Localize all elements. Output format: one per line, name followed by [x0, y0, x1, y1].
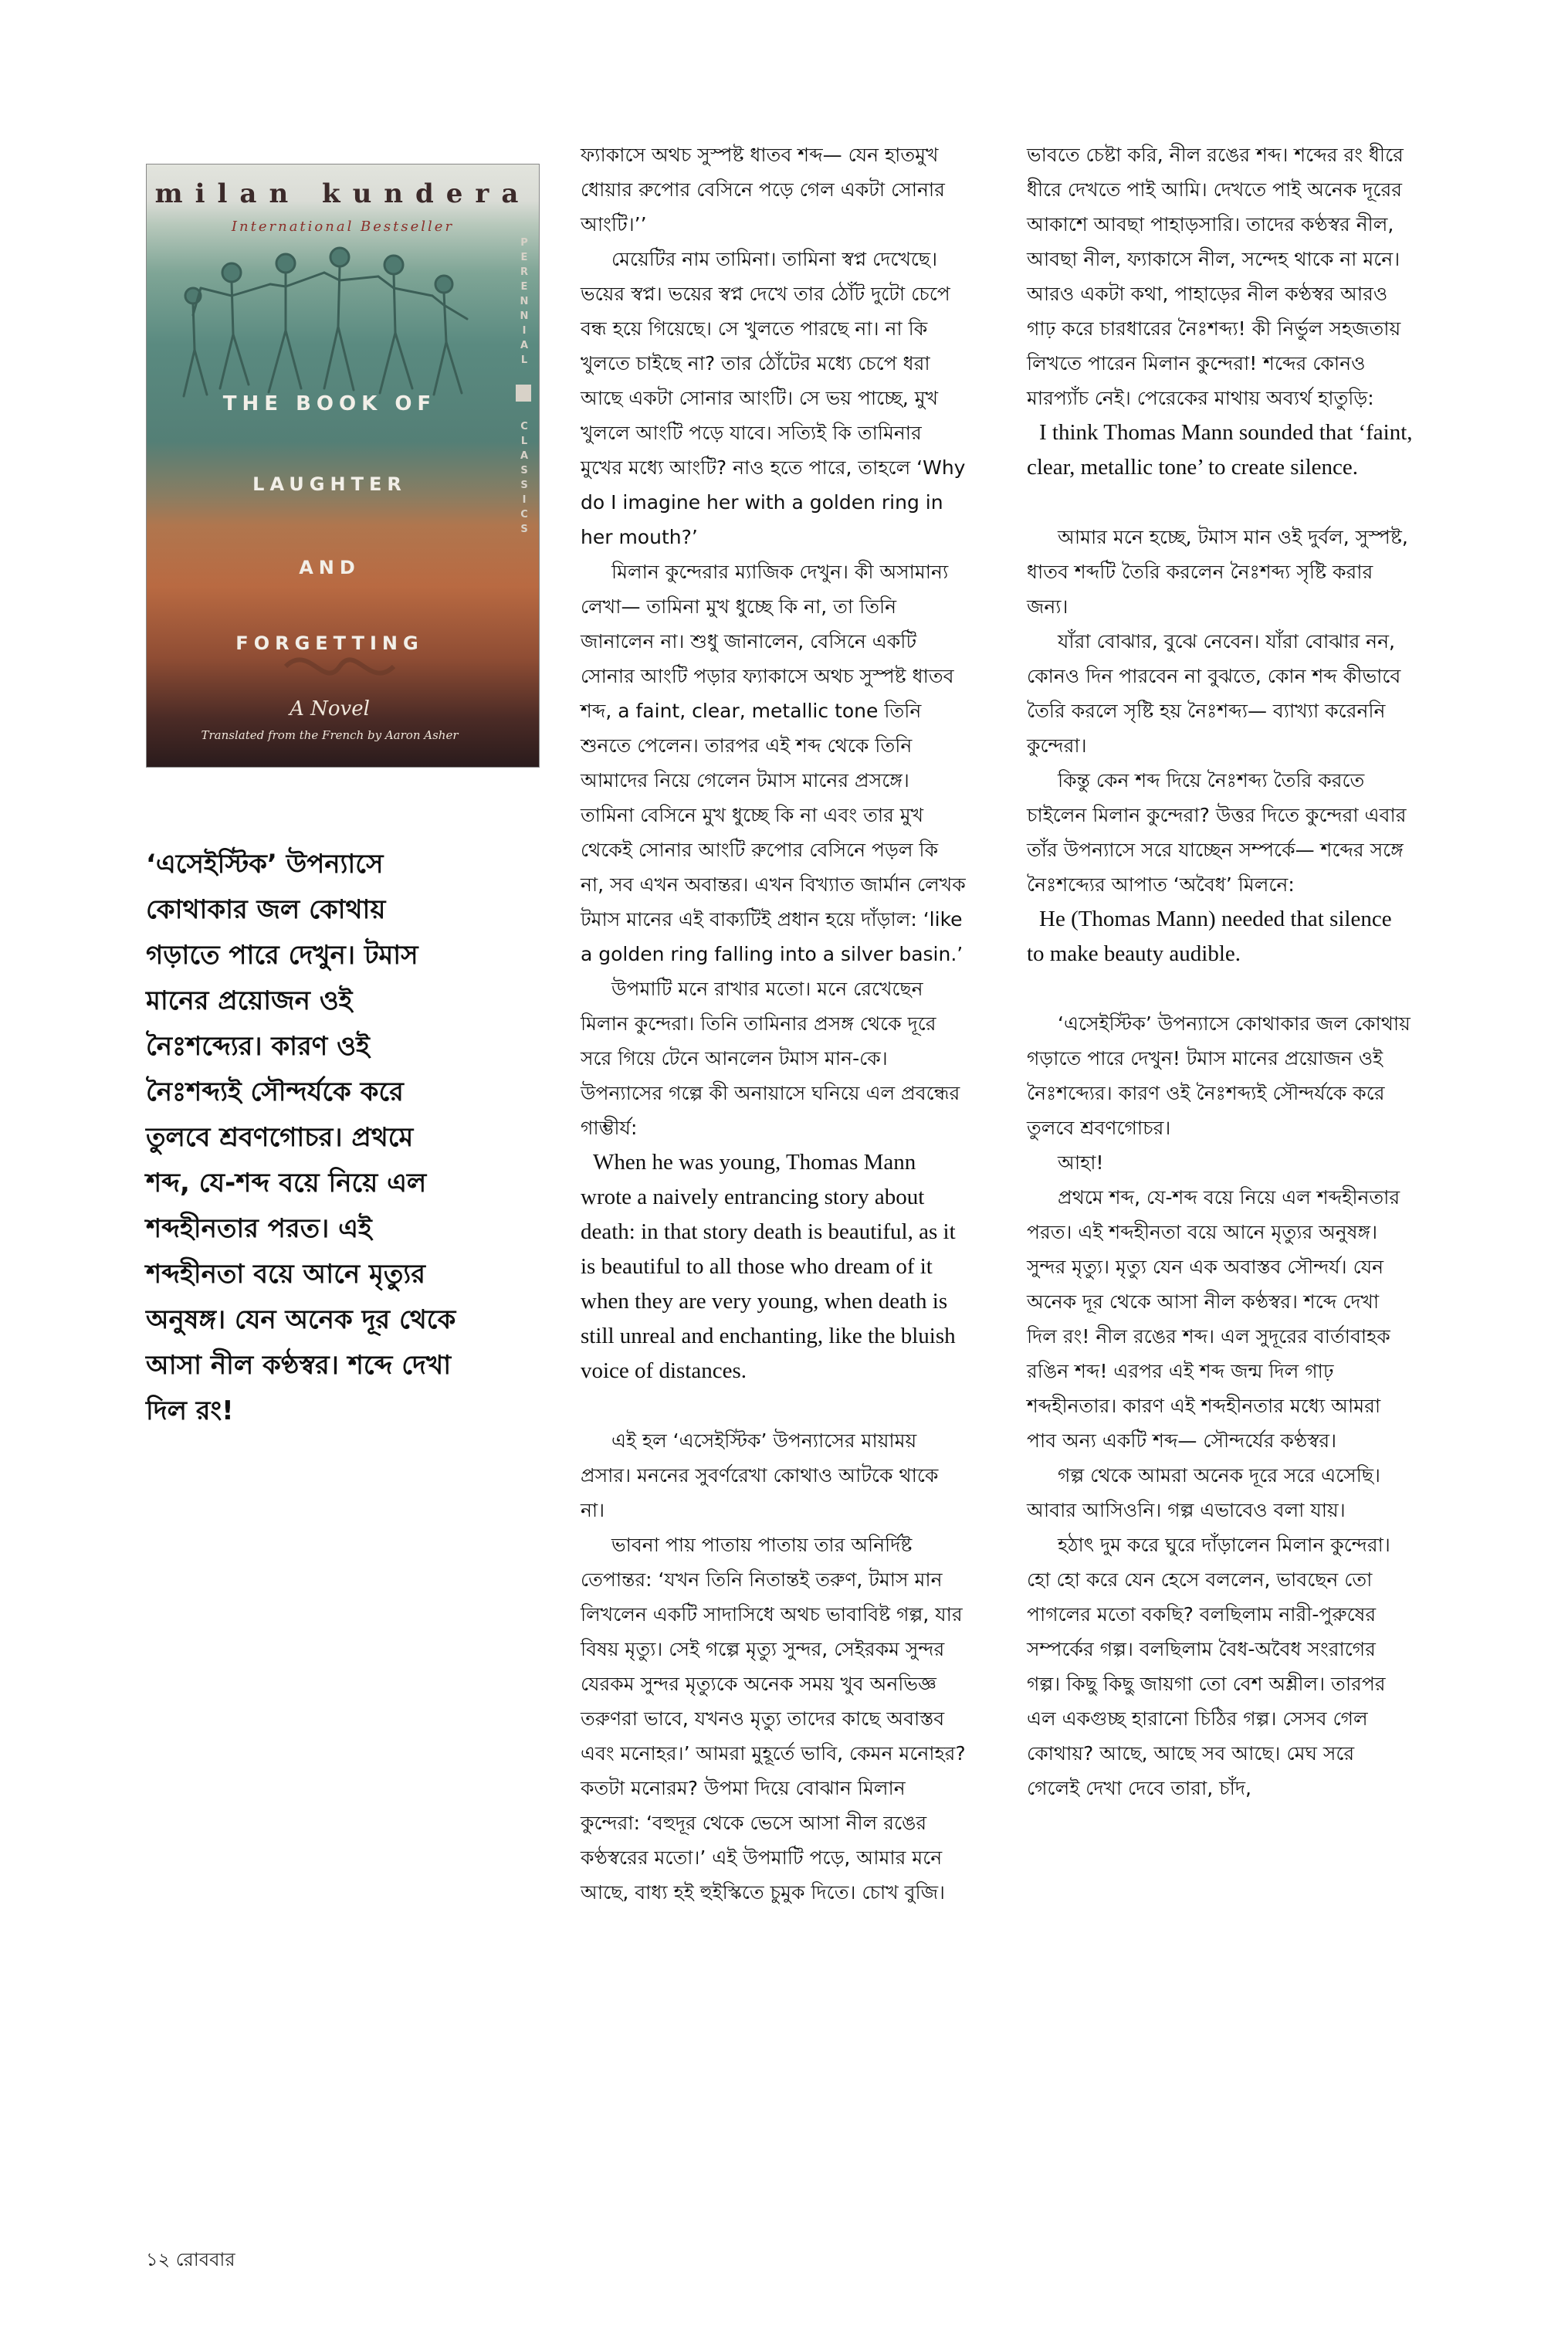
pull-quote-line: কোথাকার জল কোথায় [146, 894, 386, 925]
cover-title-line-1: THE BOOK OF [222, 392, 437, 415]
cover-ornament [278, 643, 401, 690]
cover-author: milan kundera [154, 178, 531, 209]
paragraph-gap [1027, 971, 1413, 1006]
cover-title-line-4: FORGETTING [235, 632, 424, 654]
dancers-illustration [178, 242, 479, 404]
pull-quote-line: নৈঃশব্দ্যই সৌন্দর্যকে করে [146, 1077, 404, 1107]
cover-tagline: International Bestseller [231, 219, 455, 235]
pull-quote-line: ‘এসেইস্টিক’ উপন্যাসে [146, 849, 384, 880]
paragraph-gap [581, 1388, 967, 1423]
paragraph-gap [1027, 485, 1413, 520]
paragraph: গল্প থেকে আমরা অনেক দূরে সরে এসেছি। আবার আসিওনি। গল্প এভাবেও বলা যায়। [1027, 1464, 1380, 1521]
paragraph: প্রথমে শব্দ, যে-শব্দ বয়ে নিয়ে এল শব্দহীনতার পরত। এই শব্দহীনতা বয়ে আনে মৃত্যুর অনুষঙ্গ। সুন্দর মৃত্যু। মৃত্যু যেন এক অবাস্তব সৌন্দর্য। যেন অনেক দূর থেকে আসা নীল কণ্ঠস্বর। শব্দে দেখা দিল রং! নীল রঙের শব্দ। এল সুদূরের বার্তাবাহক রঙিন শব্দ! এরপর এই শব্দ জন্ম দিল গাঢ় শব্দহীনতার। কারণ এই শব্দহীনতার মধ্যে আমরা পাব অন্য একটি শব্দ— সৌন্দর্যের কণ্ঠস্বর। [1027, 1186, 1400, 1452]
cover-title-line-2: LAUGHTER [252, 473, 407, 495]
pull-quote-line: শব্দহীনতার পরত। এই [146, 1213, 372, 1244]
cover-subtitle: A Novel [290, 697, 370, 721]
paragraph: ফ্যাকাসে অথচ সুস্পষ্ট ধাতব শব্দ— যেন হাতমুখ ধোয়ার রুপোর বেসিনে পড়ে গেল একটা সোনার আংটি।’’ [581, 144, 945, 236]
pull-quote-line: নৈঃশব্দ্যের। কারণ ওই [146, 1031, 370, 1062]
english-quote: I think Thomas Mann sounded that ‘faint, clear, metallic tone’ to create silence. [1027, 420, 1413, 480]
cover-title-line-3: AND [299, 557, 361, 578]
pull-quote-line: তুলবে শ্রবণগোচর। প্রথমে [146, 1122, 414, 1153]
paragraph: আহা! [1058, 1151, 1104, 1174]
page-folio: ১২ রোববার [146, 2249, 235, 2270]
paragraph: এই হল ‘এসেইস্টিক’ উপন্যাসের মায়াময় প্রসার। মননের সুবর্ণরেখা কোথাও আটকে থাকে না। [581, 1429, 939, 1521]
pull-quote-line: আসা নীল কণ্ঠস্বর। শব্দে দেখা [146, 1350, 452, 1381]
pull-quote-line: শব্দ, যে-শব্দ বয়ে নিয়ে এল [146, 1168, 427, 1199]
book-cover-image [146, 164, 540, 768]
article-column-right [1027, 137, 1413, 1806]
paragraph: ভাবতে চেষ্টা করি, নীল রঙের শব্দ। শব্দের রং ধীরে ধীরে দেখতে পাই আমি। দেখতে পাই অনেক দূরের আকাশে আবছা পাহাড়সারি। তাদের কণ্ঠস্বর নীল, আবছা নীল, ফ্যাকাসে নীল, সন্দেহ থাকে না মনে। আরও একটা কথা, পাহাড়ের নীল কণ্ঠস্বর আরও গাঢ় করে চারধারের নৈঃশব্দ্য! কী নির্ভুল সহজতায় লিখতে পারেন মিলান কুন্দেরা! শব্দের কোনও মারপ্যাঁচ নেই। পেরেকের মাথায় অব্যর্থ হাতুড়ি: [1027, 144, 1404, 409]
cover-spine-classics: C L A S S I C S [520, 421, 529, 535]
cover-translator: Translated from the French by Aaron Asher [201, 728, 459, 742]
paragraph: ভাবনা পায় পাতায় পাতায় তার অনির্দিষ্ট তেপান্তর: ‘যখন তিনি নিতান্তই তরুণ, টমাস মান লিখলেন একটি সাদাসিধে অথচ ভাবাবিষ্ট গল্প, যার বিষয় মৃত্যু। সেই গল্পে মৃত্যু সুন্দর, সেইরকম সুন্দর যেরকম সুন্দর মৃত্যুকে অনেক সময় খুব অনভিজ্ঞ তরুণরা ভাবে, যখনও মৃত্যু তাদের কাছে অবাস্তব এবং মনোহর।’ আমরা মুহূর্তে ভাবি, কেমন মনোহর? কতটা মনোরম? উপমা দিয়ে বোঝান মিলান কুন্দেরা: ‘বহুদূর থেকে ভেসে আসা নীল রঙের কণ্ঠস্বরের মতো।’ এই উপমাটি পড়ে, আমার মনে আছে, বাধ্য হই হুইস্কিতে চুমুক দিতে। চোখ বুজি। [581, 1534, 966, 1904]
english-quote: When he was young, Thomas Mann wrote a naively entrancing story about death: in that story death is beautiful, as it is beautiful to all those who dream of it when they are very young, when death is still unreal and enchanting, like the bluish voice of distances. [581, 1150, 956, 1383]
pull-quote-line: শব্দহীনতা বয়ে আনে মৃত্যুর [146, 1259, 425, 1290]
publisher-logo-icon [516, 385, 531, 402]
english-quote: He (Thomas Mann) needed that silence to make beauty audible. [1027, 907, 1392, 966]
paragraph: মেয়েটির নাম তামিনা। তামিনা স্বপ্ন দেখেছে। ভয়ের স্বপ্ন। ভয়ের স্বপ্ন দেখে তার ঠোঁট দুটো চেপে বন্ধ হয়ে গিয়েছে। সে খুলতে পারছে না। না কি খুলতে চাইছে না? তার ঠোঁটের মধ্যে চেপে ধরা আছে একটা সোনার আংটি। সে ভয় পাচ্ছে, মুখ খুললে আংটি পড়ে যাবে। সত্যিই কি তামিনার মুখের মধ্যে আংটি? নাও হতে পারে, তাহলে ‘Why do I imagine her with a golden ring in her mouth?’ [581, 248, 966, 548]
pull-quote-line: গড়াতে পারে দেখুন। টমাস [146, 940, 418, 971]
paragraph: যাঁরা বোঝার, বুঝে নেবেন। যাঁরা বোঝার নন, কোনও দিন পারবেন না বুঝতে, কোন শব্দ কীভাবে তৈরি করলে সৃষ্টি হয় নৈঃশব্দ্য— ব্যাখ্যা করেননি কুন্দেরা। [1027, 630, 1401, 757]
paragraph: উপমাটি মনে রাখার মতো। মনে রেখেছেন মিলান কুন্দেরা। তিনি তামিনার প্রসঙ্গ থেকে দূরে সরে গিয়ে টেনে আনলেন টমাস মান-কে। উপন্যাসের গল্পে কী অনায়াসে ঘনিয়ে এল প্রবন্ধের গাম্ভীর্য: [581, 978, 960, 1139]
pull-quote-line: অনুষঙ্গ। যেন অনেক দূর থেকে [146, 1304, 456, 1335]
pull-quote-line: মানের প্রয়োজন ওই [146, 985, 353, 1016]
paragraph: হঠাৎ দুম করে ঘুরে দাঁড়ালেন মিলান কুন্দেরা। হো হো করে যেন হেসে বললেন, ভাবছেন তো পাগলের মতো বকছি? বলছিলাম নারী-পুরুষের সম্পর্কের গল্প। বলছিলাম বৈধ-অবৈধ সংরাগের গল্প। কিছু কিছু জায়গা তো বেশ অশ্লীল। তারপর এল একগুচ্ছ হারানো চিঠির গল্প। সেসব গেল কোথায়? আছে, আছে সব আছে। মেঘ সরে গেলেই দেখা দেবে তারা, চাঁদ, [1027, 1534, 1390, 1799]
paragraph: ‘এসেইস্টিক’ উপন্যাসে কোথাকার জল কোথায় গড়াতে পারে দেখুন! টমাস মানের প্রয়োজন ওই নৈঃশব্দ্যের। কারণ ওই নৈঃশব্দ্যই সৌন্দর্যকে করে তুলবে শ্রবণগোচর। [1027, 1012, 1411, 1139]
article-column-middle [581, 137, 967, 1910]
cover-spine-perennial: P E R E N N I A L [520, 237, 529, 366]
paragraph: কিন্তু কেন শব্দ দিয়ে নৈঃশব্দ্য তৈরি করতে চাইলেন মিলান কুন্দেরা? উত্তর দিতে কুন্দেরা এবার তাঁর উপন্যাসে সরে যাচ্ছেন সম্পর্কে— শব্দের সঙ্গে নৈঃশব্দ্যের আপাত ‘অবৈধ’ মিলনে: [1027, 769, 1407, 896]
paragraph: মিলান কুন্দেরার ম্যাজিক দেখুন। কী অসামান্য লেখা— তামিনা মুখ ধুচ্ছে কি না, তা তিনি জানালেন না। শুধু জানালেন, বেসিনে একটি সোনার আংটি পড়ার ফ্যাকাসে অথচ সুস্পষ্ট ধাতব শব্দ, a faint, clear, metallic tone তিনি শুনতে পেলেন। তারপর এই শব্দ থেকে তিনি আমাদের নিয়ে গেলেন টমাস মানের প্রসঙ্গে। তামিনা বেসিনে মুখ ধুচ্ছে কি না এবং তার মুখ থেকেই সোনার আংটি রুপোর বেসিনে পড়ল কি না, সব এখন অবান্তর। এখন বিখ্যাত জার্মান লেখক টমাস মানের এই বাক্যটিই প্রধান হয়ে দাঁড়াল: ‘like a golden ring falling into a silver basin.’ [581, 561, 966, 965]
pull-quote-line: দিল রং! [146, 1395, 234, 1426]
paragraph: আমার মনে হচ্ছে, টমাস মান ওই দুর্বল, সুস্পষ্ট, ধাতব শব্দটি তৈরি করলেন নৈঃশব্দ্য সৃষ্টি করার জন্য। [1027, 526, 1408, 618]
pull-quote [146, 842, 547, 1434]
